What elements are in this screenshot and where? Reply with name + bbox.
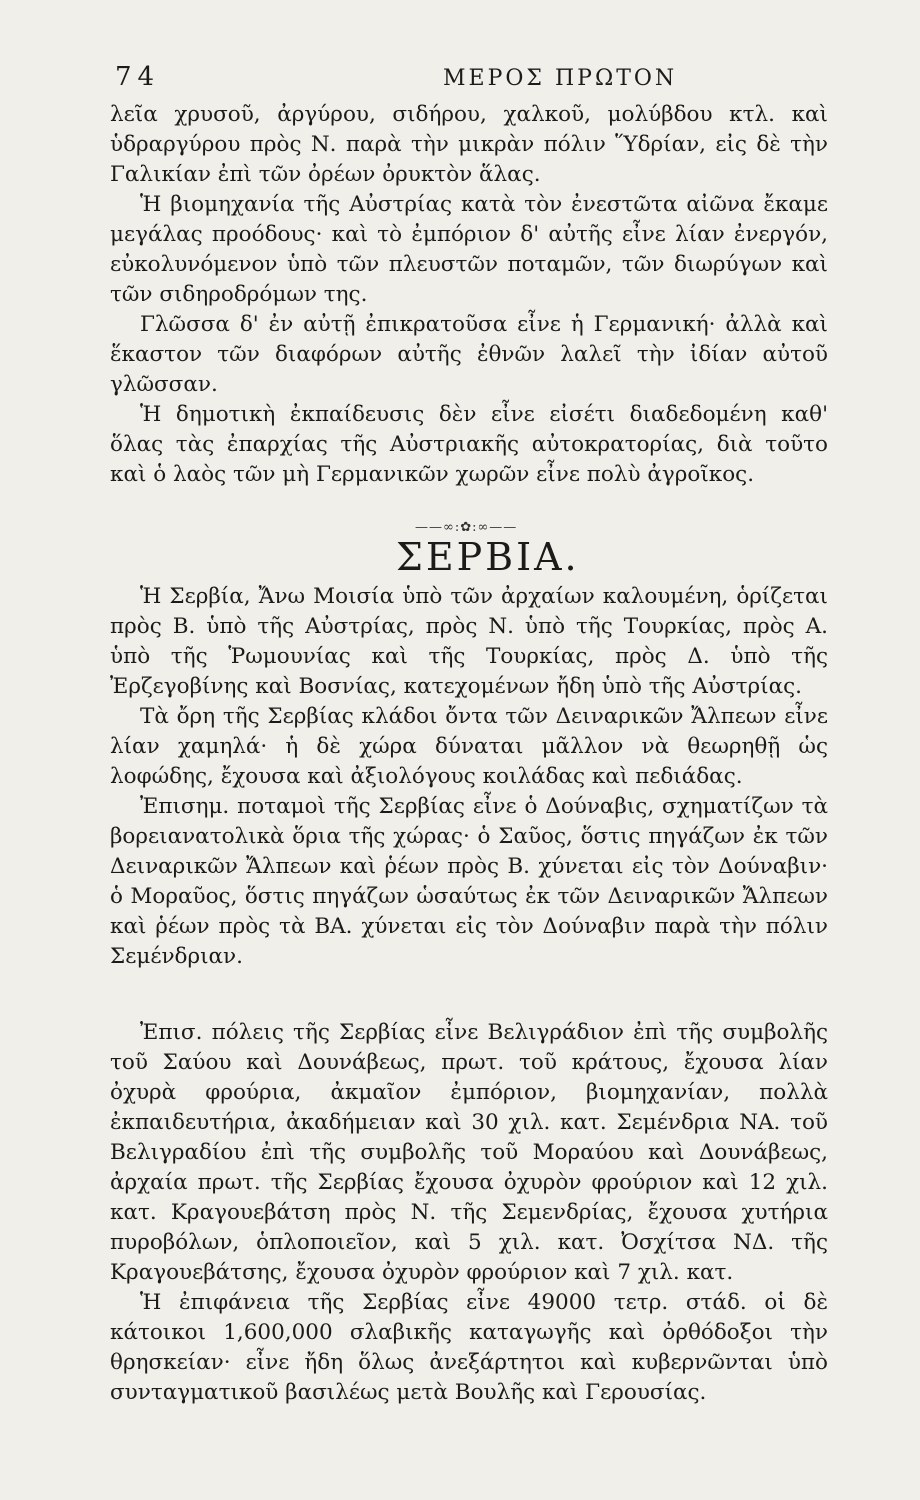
page-header — [115, 62, 830, 102]
paragraph-language: Γλῶσσα δ' ἐν αὐτῇ ἐπικρατοῦσα εἶνε ἡ Γερμανική· ἀλλὰ καὶ ἕκαστον τῶν διαφόρων αὐτῆς ἐθνῶν λαλεῖ τὴν ἰδίαν αὐτοῦ γλῶσσαν. — [110, 312, 828, 397]
paragraph-mountains: Τὰ ὄρη τῆς Σερβίας κλάδοι ὄντα τῶν Δειναρικῶν Ἄλπεων εἶνε λίαν χαμηλά· ἡ δὲ χώρα δύναται μᾶλλον νὰ θεωρηθῇ ὡς λοφώδης, ἔχουσα καὶ ἀξιολόγους κοιλάδας καὶ πεδιάδας. — [110, 704, 828, 789]
paragraph-rivers: Ἐπισημ. ποταμοὶ τῆς Σερβίας εἶνε ὁ Δούναβις, σχηματίζων τὰ βορειανατολικὰ ὅρια τῆς χώρας· ὁ Σαῦος, ὅστις πηγάζων ἐκ τῶν Δειναρικῶν Ἄλπεων καὶ ῥέων πρὸς Β. χύνεται εἰς τὸν Δούναβιν· ὁ Μοραῦος, ὅστις πηγάζων ὡσαύτως ἐκ τῶν Δειναρικῶν Ἄλπεων καὶ ῥέων πρὸς τὰ ΒΑ. χύνεται εἰς τὸν Δούναβιν παρὰ τὴν πόλιν Σεμένδριαν. — [110, 794, 828, 969]
paragraph-borders: Ἡ Σερβία, Ἄνω Μοισία ὑπὸ τῶν ἀρχαίων καλουμένη, ὁρίζεται πρὸς Β. ὑπὸ τῆς Αὐστρίας, πρὸς Ν. ὑπὸ τῆς Τουρκίας, πρὸς Α. ὑπὸ τῆς Ῥωμουνίας καὶ τῆς Τουρκίας, πρὸς Δ. ὑπὸ τῆς Ἐρζεγοβίνης καὶ Βοσνίας, κατεχομένων ἤδη ὑπὸ τῆς Αὐστρίας. — [110, 584, 828, 699]
paragraph-area-population: Ἡ ἐπιφάνεια τῆς Σερβίας εἶνε 49000 τετρ. στάδ. οἱ δὲ κάτοικοι 1,600,000 σλαβικῆς καταγωγῆς καὶ ὀρθόδοξοι τὴν θρησκείαν· εἶνε ἤδη ὅλως ἀνεξάρτητοι καὶ κυβερνῶνται ὑπὸ συνταγματικοῦ βασιλέως μετὰ Βουλῆς καὶ Γερουσίας. — [110, 1290, 828, 1405]
page-number: 74 — [115, 62, 161, 92]
paragraph-education: Ἡ δημοτικὴ ἐκπαίδευσις δὲν εἶνε εἰσέτι διαδεδομένη καθ' ὅλας τὰς ἐπαρχίας τῆς Αὐστριακῆς αὐτοκρατορίας, διὰ τοῦτο καὶ ὁ λαὸς τῶν μὴ Γερμανικῶν χωρῶν εἶνε πολὺ ἀγροῖκος. — [110, 402, 828, 487]
serbia-cities-block — [110, 1018, 828, 1408]
paragraph-industry: Ἡ βιομηχανία τῆς Αὐστρίας κατὰ τὸν ἐνεστῶτα αἰῶνα ἔκαμε μεγάλας προόδους· καὶ τὸ ἐμπόριον δ' αὐτῆς εἶνε λίαν ἐνεργόν, εὐκολυνόμενον ὑπὸ τῶν πλευστῶν ποταμῶν, τῶν διωρύγων καὶ τῶν σιδηροδρόμων της. — [110, 192, 828, 307]
section-ornament: ——∞:✿:∞—— — [415, 520, 518, 535]
paragraph-minerals: λεῖα χρυσοῦ, ἀργύρου, σιδήρου, χαλκοῦ, μολύβδου κτλ. καὶ ὑδραργύρου πρὸς Ν. παρὰ τὴν μικρὰν πόλιν Ὕδρίαν, εἰς δὲ τὴν Γαλικίαν ἐπὶ τῶν ὀρέων ὀρυκτὸν ἅλας. — [110, 102, 828, 187]
section-title: ΣΕΡΒΙΑ. — [396, 535, 580, 579]
serbia-geography-block — [110, 582, 828, 972]
running-title: ΜΕΡΟΣ ΠΡΩΤΟΝ — [443, 66, 678, 91]
paragraph-cities: Ἐπισ. πόλεις τῆς Σερβίας εἶνε Βελιγράδιον ἐπὶ τῆς συμβολῆς τοῦ Σαύου καὶ Δουνάβεως, πρωτ. τοῦ κράτους, ἔχουσα λίαν ὀχυρὰ φρούρια, ἀκμαῖον ἐμπόριον, βιομηχανίαν, πολλὰ ἐκπαιδευτήρια, ἀκαδήμειαν καὶ 30 χιλ. κατ. Σεμένδρια ΝΑ. τοῦ Βελιγραδίου ἐπὶ τῆς συμβολῆς τοῦ Μοραύου καὶ Δουνάβεως, ἀρχαία πρωτ. τῆς Σερβίας ἔχουσα ὀχυρὸν φρούριον καὶ 12 χιλ. κατ. Κραγουεβάτση πρὸς Ν. τῆς Σεμενδρίας, ἔχουσα χυτήρια πυροβόλων, ὁπλοποιεῖον, καὶ 5 χιλ. κατ. Ὀσχίτσα ΝΔ. τῆς Κραγουεβάτσης, ἔχουσα ὀχυρὸν φρούριον καὶ 7 χιλ. κατ. — [110, 1020, 828, 1285]
austria-text-block — [110, 100, 828, 490]
